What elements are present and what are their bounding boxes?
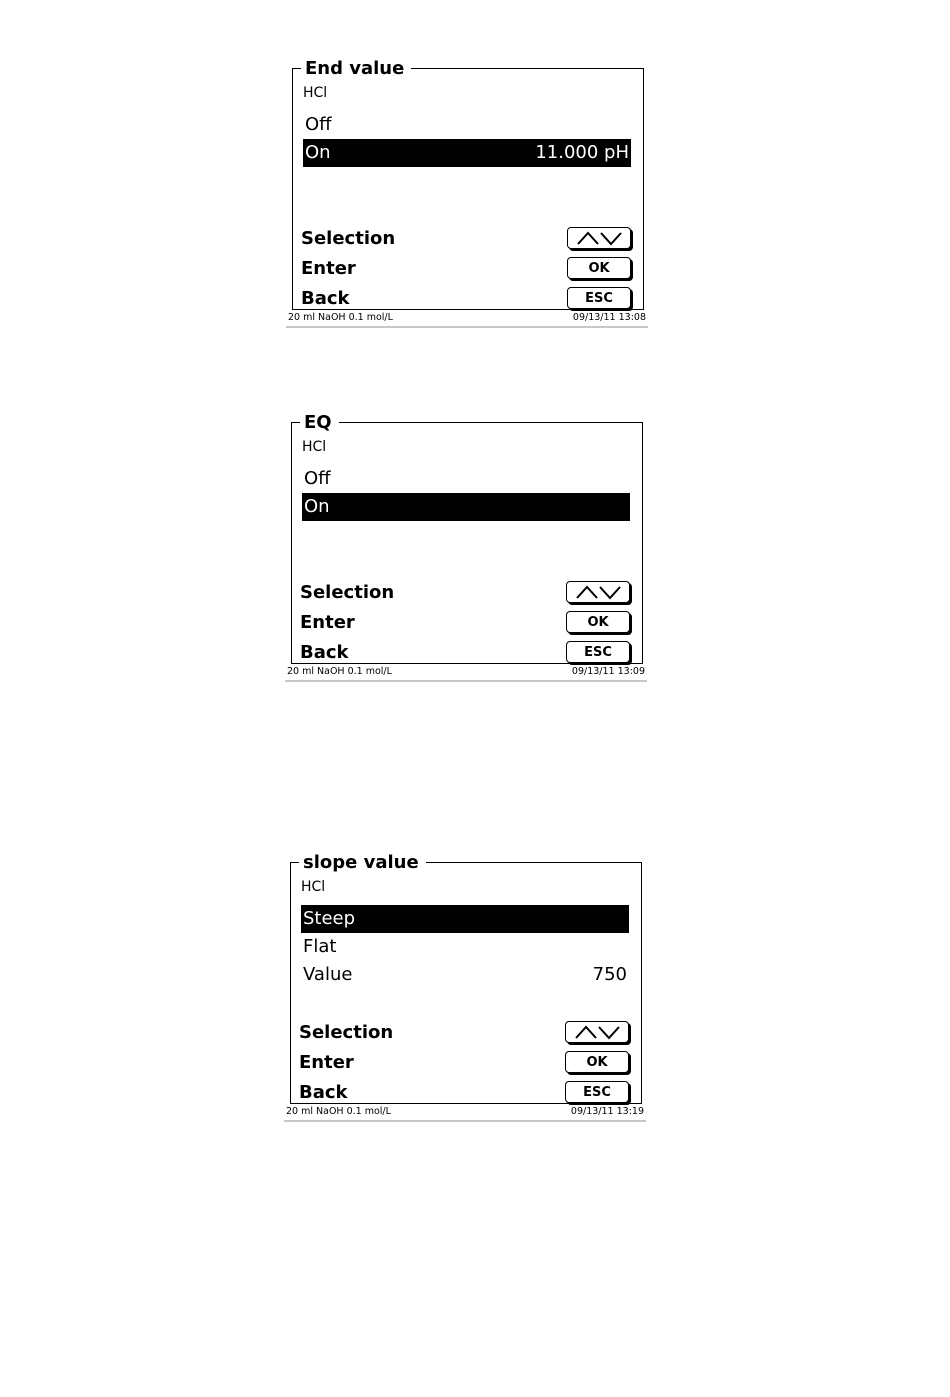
option-label: On <box>304 496 330 517</box>
screen-end-value <box>286 58 648 332</box>
status-reagent: 20 ml NaOH 0.1 mol/L <box>287 666 392 677</box>
option-value: 11.000 pH <box>535 142 629 163</box>
dialog-title: EQ <box>300 414 339 432</box>
up-down-arrow-button[interactable] <box>566 581 630 603</box>
key-row-enter <box>299 1047 629 1077</box>
status-datetime: 09/13/11 13:19 <box>570 1106 644 1117</box>
option-value-row[interactable] <box>301 961 629 989</box>
option-label: Value <box>303 964 353 985</box>
status-datetime: 09/13/11 13:09 <box>571 666 645 677</box>
key-row-back <box>299 1077 629 1107</box>
esc-button[interactable]: ESC <box>565 1081 629 1103</box>
option-list <box>303 111 631 167</box>
ok-button[interactable]: OK <box>567 257 631 279</box>
key-label: Enter <box>300 611 355 633</box>
key-label: Selection <box>301 227 396 249</box>
status-datetime: 09/13/11 13:08 <box>572 312 646 323</box>
dialog-title: End value <box>301 60 411 78</box>
key-label: Selection <box>300 581 395 603</box>
key-row-back <box>301 283 631 313</box>
key-label: Enter <box>299 1051 354 1073</box>
status-bar <box>286 312 648 328</box>
status-reagent: 20 ml NaOH 0.1 mol/L <box>288 312 393 323</box>
status-bar <box>284 1106 646 1122</box>
key-row-selection <box>301 223 631 253</box>
dialog-frame <box>290 852 642 1104</box>
key-legend <box>300 577 630 667</box>
key-legend <box>299 1017 629 1107</box>
key-label: Back <box>301 287 350 309</box>
option-flat[interactable] <box>301 933 629 961</box>
key-row-back <box>300 637 630 667</box>
esc-button[interactable]: ESC <box>566 641 630 663</box>
key-label: Back <box>299 1081 348 1103</box>
screen-eq <box>285 412 647 686</box>
ok-button[interactable]: OK <box>565 1051 629 1073</box>
key-legend <box>301 223 631 313</box>
key-row-selection <box>300 577 630 607</box>
esc-button[interactable]: ESC <box>567 287 631 309</box>
option-label: Flat <box>303 936 337 957</box>
dialog-frame <box>292 58 644 310</box>
option-off[interactable] <box>303 111 631 139</box>
option-label: Off <box>304 468 331 489</box>
key-label: Back <box>300 641 349 663</box>
option-on[interactable] <box>302 493 630 521</box>
option-label: Off <box>305 114 332 135</box>
status-reagent: 20 ml NaOH 0.1 mol/L <box>286 1106 391 1117</box>
key-row-enter <box>301 253 631 283</box>
up-down-arrows-icon <box>573 1024 621 1040</box>
key-label: Selection <box>299 1021 394 1043</box>
option-off[interactable] <box>302 465 630 493</box>
option-steep[interactable] <box>301 905 629 933</box>
dialog-frame <box>291 412 643 664</box>
up-down-arrows-icon <box>574 584 622 600</box>
option-label: Steep <box>303 908 356 929</box>
up-down-arrow-button[interactable] <box>567 227 631 249</box>
key-label: Enter <box>301 257 356 279</box>
dialog-subtitle: HCl <box>303 85 328 101</box>
ok-button[interactable]: OK <box>566 611 630 633</box>
status-bar <box>285 666 647 682</box>
option-list <box>302 465 630 521</box>
option-list <box>301 905 629 989</box>
option-value: 750 <box>592 964 627 985</box>
dialog-subtitle: HCl <box>302 439 327 455</box>
option-label: On <box>305 142 331 163</box>
option-on[interactable] <box>303 139 631 167</box>
key-row-enter <box>300 607 630 637</box>
dialog-title: slope value <box>299 854 426 872</box>
dialog-subtitle: HCl <box>301 879 326 895</box>
key-row-selection <box>299 1017 629 1047</box>
up-down-arrow-button[interactable] <box>565 1021 629 1043</box>
up-down-arrows-icon <box>575 230 623 246</box>
screen-slope-value <box>284 852 646 1126</box>
